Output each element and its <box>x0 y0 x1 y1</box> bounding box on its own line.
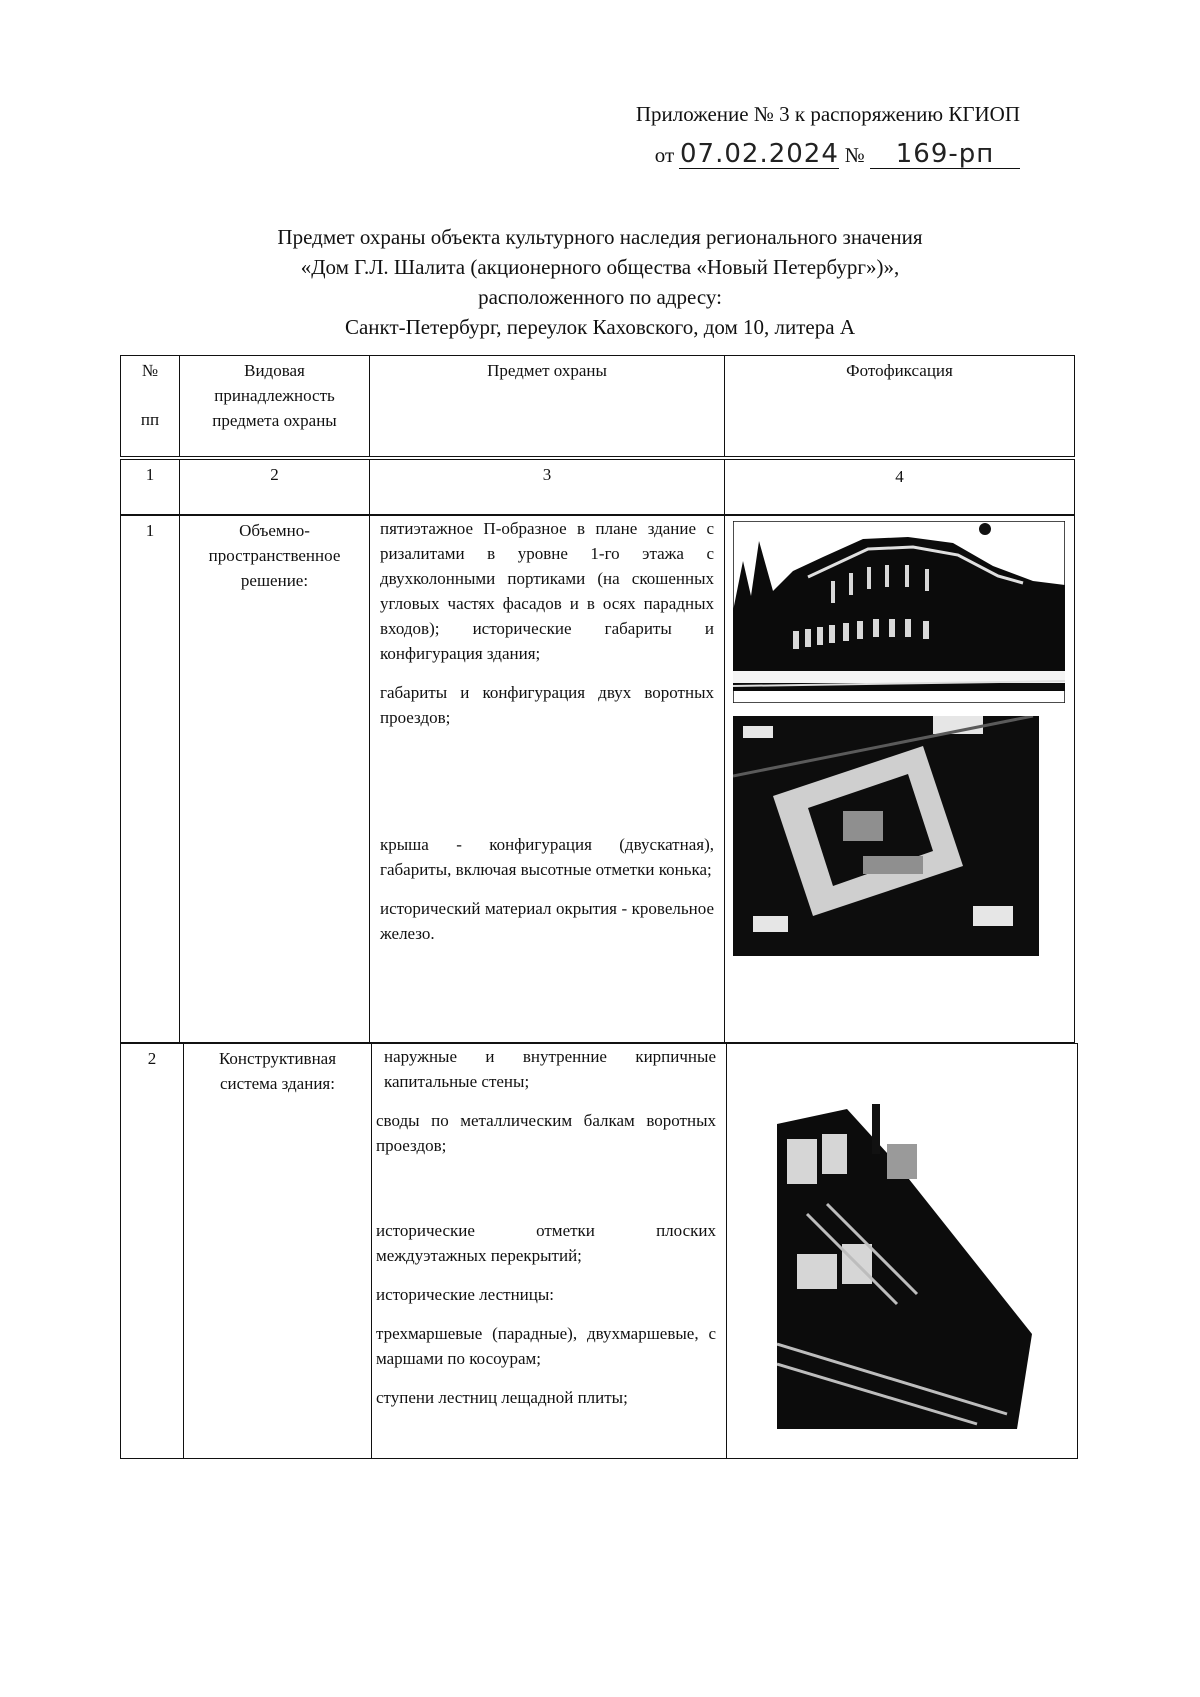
subject-item: трехмаршевые (парадные), двухмаршевые, с маршами по косоурам; <box>376 1324 716 1368</box>
header-photo: Фотофиксация <box>724 356 1074 456</box>
row-subject <box>369 516 724 1042</box>
subject-item: своды по металлическим балкам воротных проездов; <box>376 1111 716 1155</box>
handwritten-number: 169-рп <box>870 140 1020 169</box>
document-title <box>160 222 1040 342</box>
table-row <box>120 1043 1078 1459</box>
staircase-photo <box>777 1104 1032 1429</box>
handwritten-date: 07.02.2024 <box>680 139 839 169</box>
header-num <box>121 356 179 456</box>
appendix-line: Приложение № 3 к распоряжению КГИОП <box>635 102 1020 126</box>
header-num-sign: № <box>141 361 159 380</box>
row-type: Объемно-пространственное решение: <box>179 516 369 1042</box>
table-header-row <box>120 355 1075 457</box>
subject-item: пятиэтажное П-образное в плане здание с ризалитами в уровне 1-го этажа с двухколонными портиками (на скошенных угловых частях фасадов и в осях парадных входов); исторические габариты и конфигурация здания; <box>380 519 714 663</box>
header-type: Видовая принадлежность предмета охраны <box>179 356 369 456</box>
subject-item: исторический материал окрытия - кровельное железо. <box>380 899 714 943</box>
subject-item: исторические отметки плоских междуэтажных перекрытий; <box>376 1221 716 1265</box>
title-line-3: расположенного по адресу: <box>478 285 722 309</box>
order-date-line <box>600 140 1020 169</box>
aerial-view-photo <box>733 716 1039 956</box>
subject-item: габариты и конфигурация двух воротных проездов; <box>380 683 714 727</box>
subject-item: исторические лестницы: <box>376 1285 555 1304</box>
title-line-1: Предмет охраны объекта культурного наследия регионального значения <box>277 225 923 249</box>
header-subject: Предмет охраны <box>369 356 724 456</box>
table-row <box>120 515 1075 1043</box>
column-number: 2 <box>179 460 369 514</box>
title-line-4: Санкт-Петербург, переулок Каховского, дом 10, литера А <box>344 315 855 339</box>
column-number: 4 <box>724 460 1074 514</box>
subject-item: ступени лестниц лещадной плиты; <box>376 1388 628 1407</box>
title-line-2: «Дом Г.Л. Шалита (акционерного общества «Новый Петербург»)», <box>300 255 900 279</box>
column-number: 1 <box>145 465 155 484</box>
row-type: Конструктивная система здания: <box>183 1044 371 1458</box>
subject-item: наружные и внутренние кирпичные капитальные стены; <box>384 1047 716 1091</box>
subject-item: крыша - конфигурация (двускатная), габариты, включая высотные отметки конька; <box>380 835 714 879</box>
row-photos <box>724 516 1074 1042</box>
row-number: 2 <box>147 1049 157 1068</box>
row-photos <box>726 1044 1077 1458</box>
header-num-pp: пп <box>140 410 160 429</box>
row-number: 1 <box>145 521 155 540</box>
number-prefix: № <box>844 143 865 167</box>
row-subject <box>371 1044 726 1458</box>
building-facade-photo <box>733 521 1065 703</box>
column-number: 3 <box>369 460 724 514</box>
column-numbers-row <box>120 459 1075 515</box>
date-prefix: от <box>654 143 675 167</box>
